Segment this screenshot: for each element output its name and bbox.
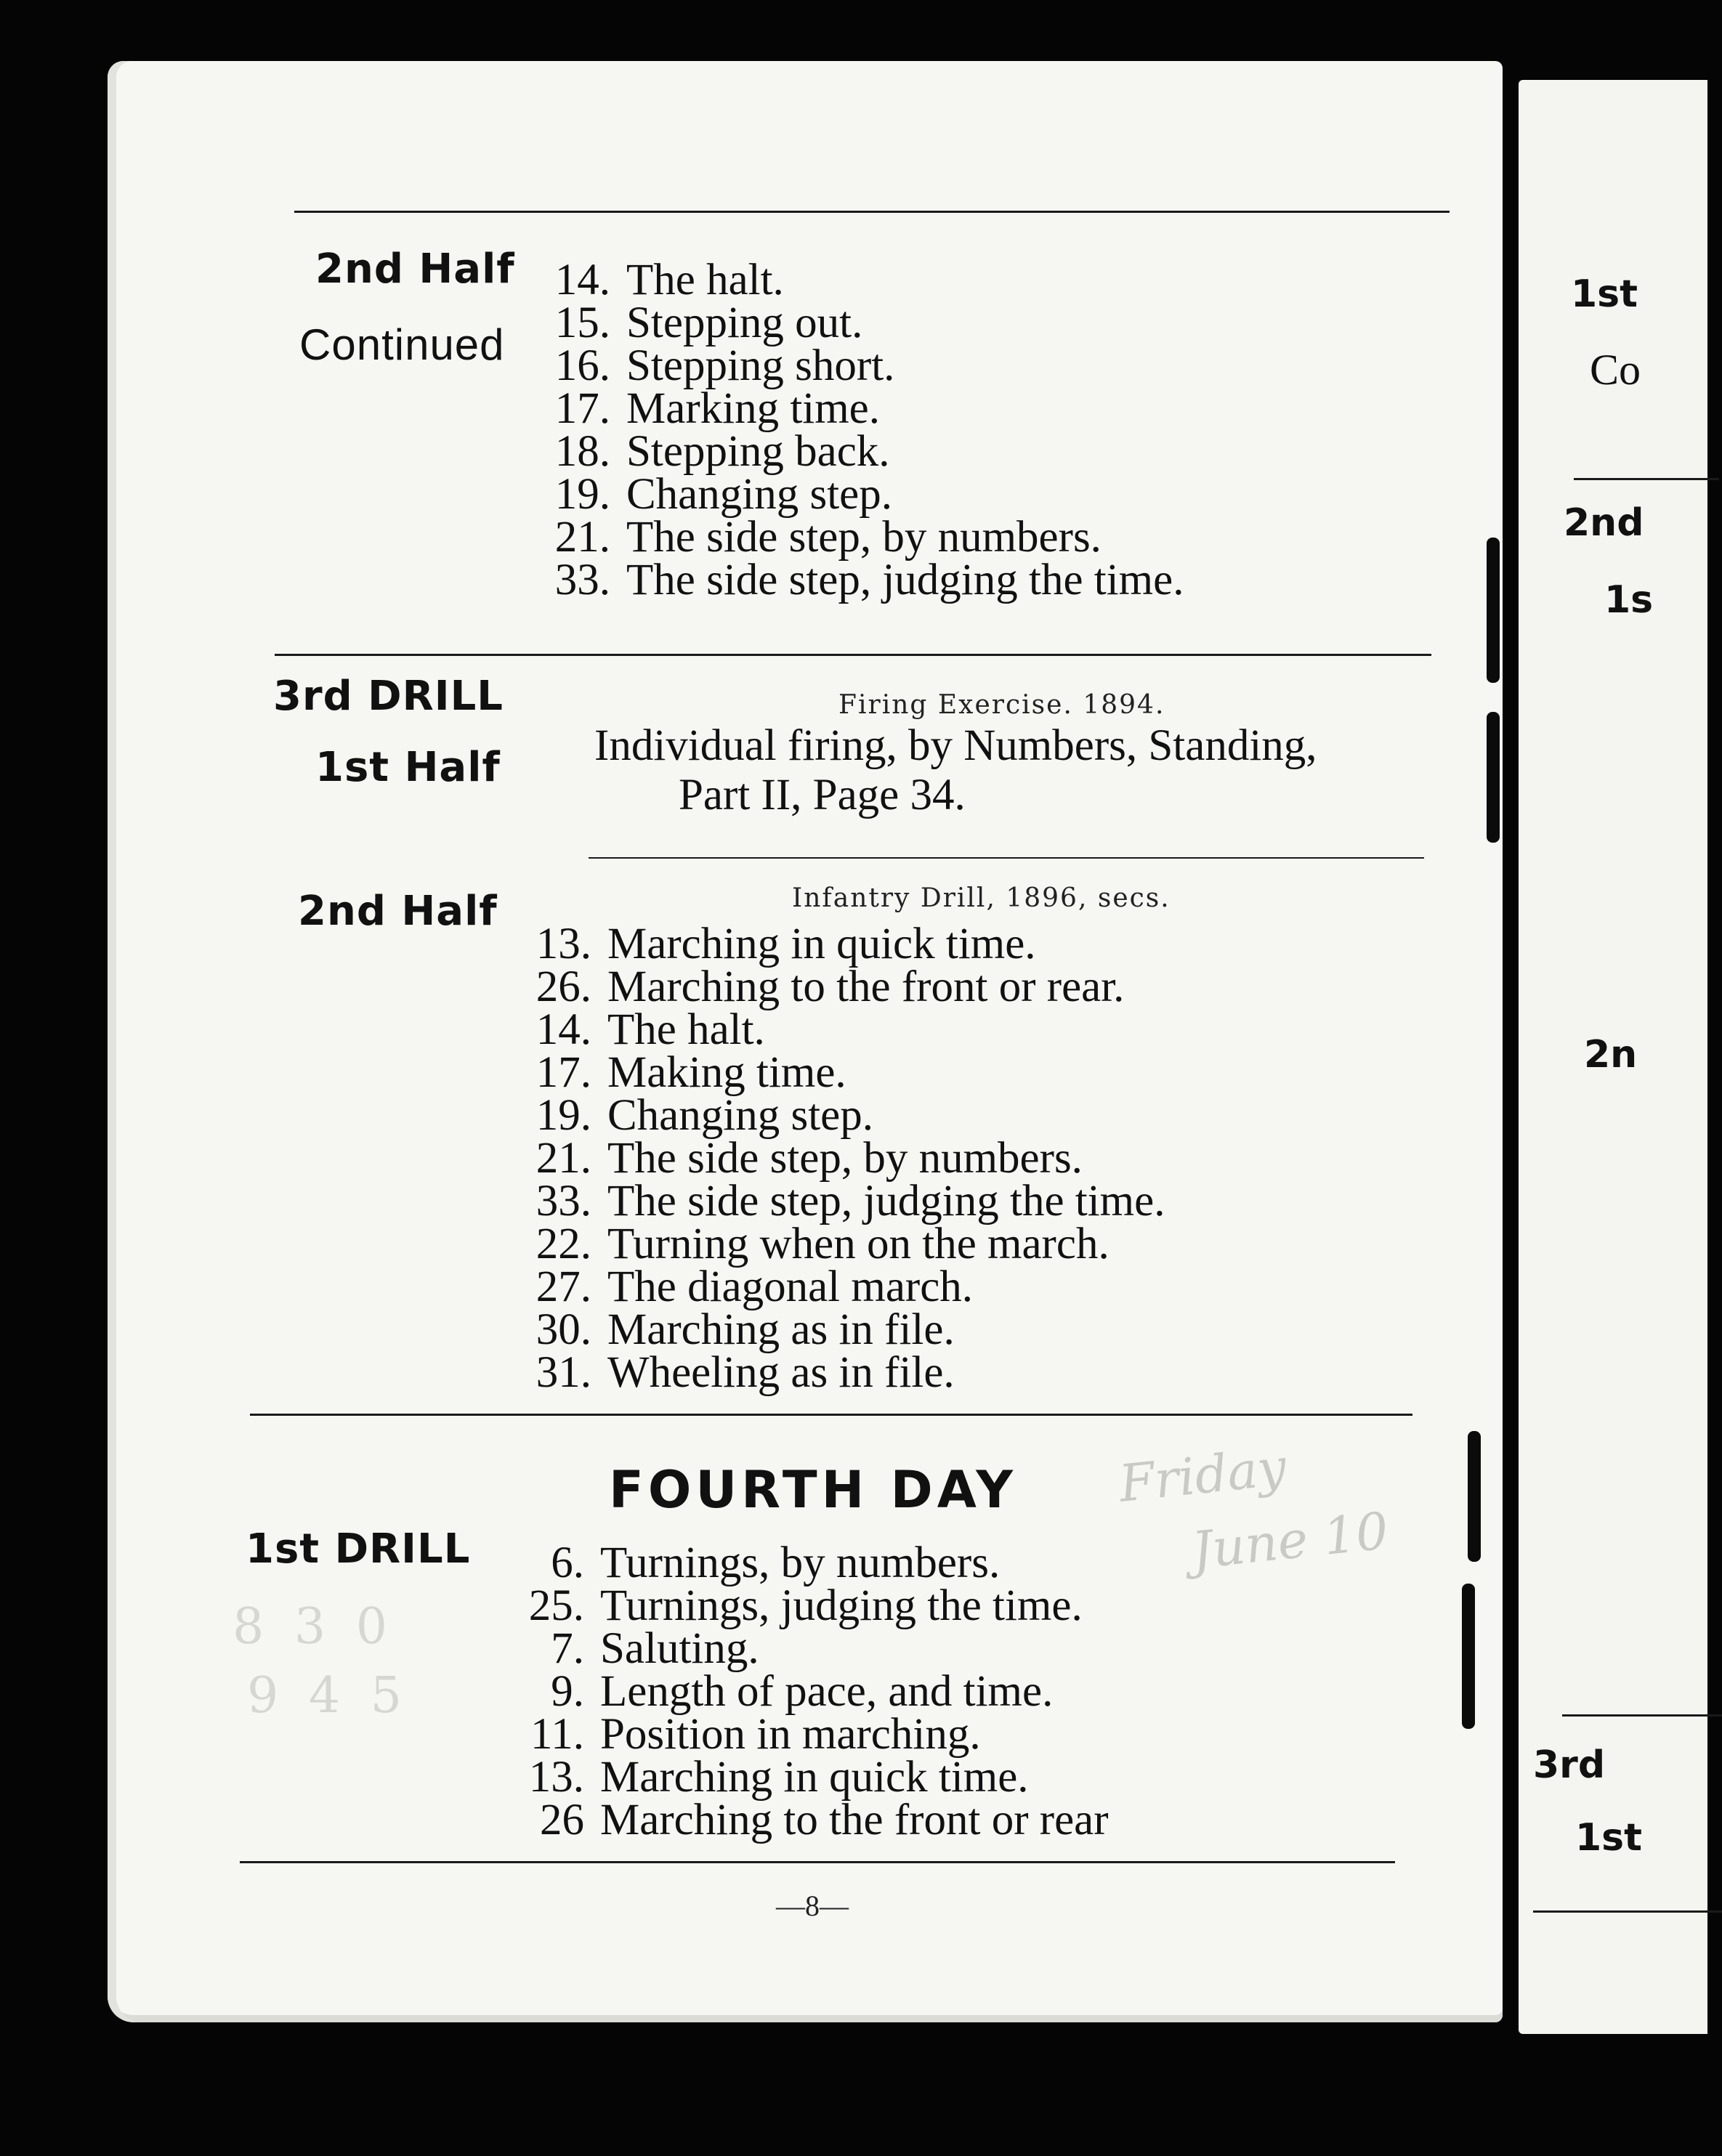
firing-exercise-heading: Firing Exercise. 1894. — [838, 690, 1165, 720]
list-item — [509, 1796, 1109, 1844]
list-item — [535, 256, 1184, 304]
item-number: 9. — [551, 1667, 584, 1716]
binding-thread-mark — [1468, 1431, 1481, 1562]
item-text: The side step, judging the time. — [607, 1177, 1165, 1225]
binding-thread-mark — [1487, 538, 1500, 683]
item-number: 21. — [535, 1134, 591, 1183]
list-item — [516, 1348, 1165, 1397]
item-text: Turnings, judging the time. — [600, 1581, 1083, 1630]
handwritten-date-note: June 10 — [1189, 1501, 1391, 1581]
item-number: 33. — [554, 556, 610, 604]
facing-label-1st: 1st — [1571, 272, 1638, 316]
facing-label-1s: 1s — [1604, 578, 1654, 622]
item-text: Stepping back. — [626, 427, 890, 476]
item-number: 19. — [554, 470, 610, 519]
list-item — [516, 1005, 1165, 1054]
item-number: 7. — [551, 1624, 584, 1673]
item-number: 27. — [535, 1263, 591, 1311]
facing-rule — [1533, 1910, 1722, 1913]
list-item — [535, 556, 1184, 604]
handwritten-day-note: Friday — [1116, 1437, 1290, 1514]
item-text: Marching to the front or rear — [600, 1796, 1109, 1844]
facing-label-2nd: 2nd — [1564, 501, 1644, 545]
list-item — [509, 1624, 1109, 1673]
list-item — [516, 1048, 1165, 1097]
item-text: Wheeling as in file. — [607, 1348, 955, 1397]
item-text: Turnings, by numbers. — [600, 1539, 1001, 1587]
item-text: Stepping out. — [626, 299, 863, 347]
section-rule — [250, 1414, 1412, 1416]
section-rule — [275, 654, 1431, 656]
list-item — [535, 470, 1184, 519]
binding-thread-mark — [1487, 712, 1500, 843]
item-text: Marching in quick time. — [600, 1753, 1029, 1802]
item-number: 22. — [535, 1220, 591, 1268]
item-number: 26 — [540, 1796, 584, 1844]
item-number: 13. — [535, 920, 591, 968]
section-rule — [294, 211, 1450, 213]
facing-label-2n: 2n — [1584, 1033, 1638, 1077]
item-text: Marching to the front or rear. — [607, 962, 1125, 1011]
list-item — [509, 1753, 1109, 1802]
item-number: 19. — [535, 1091, 591, 1140]
facing-label-3rd: 3rd — [1533, 1743, 1606, 1787]
item-text: The halt. — [607, 1005, 765, 1054]
item-text: Position in marching. — [600, 1710, 981, 1759]
item-number: 17. — [535, 1048, 591, 1097]
facing-rule — [1574, 478, 1719, 480]
item-text: Making time. — [607, 1048, 846, 1097]
list-item — [516, 962, 1165, 1011]
list-item — [509, 1581, 1109, 1630]
second-half-label: 2nd Half — [315, 246, 515, 293]
item-text: Turning when on the march. — [607, 1220, 1109, 1268]
facing-label-1st-b: 1st — [1575, 1816, 1642, 1860]
item-text: Changing step. — [607, 1091, 873, 1140]
facing-rule — [1562, 1714, 1722, 1717]
item-number: 11. — [530, 1710, 584, 1759]
item-text: The side step, by numbers. — [607, 1134, 1083, 1183]
list-item — [535, 299, 1184, 347]
drill-list-fourth-day — [509, 1539, 1109, 1844]
item-number: 30. — [535, 1305, 591, 1354]
drill-list-third-drill — [516, 920, 1165, 1397]
item-number: 25. — [528, 1581, 584, 1630]
list-item — [516, 1220, 1165, 1268]
sub-rule — [589, 857, 1424, 859]
section-rule — [240, 1861, 1395, 1863]
item-number: 31. — [535, 1348, 591, 1397]
list-item — [516, 1177, 1165, 1225]
item-text: Marching as in file. — [607, 1305, 955, 1354]
list-item — [535, 427, 1184, 476]
item-text: Saluting. — [600, 1624, 759, 1673]
item-number: 26. — [535, 962, 591, 1011]
facing-page-edge — [1519, 80, 1707, 2034]
second-half-label-b: 2nd Half — [298, 888, 498, 935]
item-number: 16. — [554, 341, 610, 390]
list-item — [516, 1134, 1165, 1183]
list-item — [509, 1667, 1109, 1716]
list-item — [516, 1305, 1165, 1354]
item-text: Stepping short. — [626, 341, 895, 390]
handwritten-time-2: 9 4 5 — [247, 1667, 410, 1725]
list-item — [535, 384, 1184, 433]
first-half-label: 1st Half — [315, 744, 501, 791]
item-text: The side step, by numbers. — [626, 513, 1101, 562]
firing-line-1: Individual firing, by Numbers, Standing, — [594, 721, 1317, 770]
list-item — [509, 1710, 1109, 1759]
page-number: —8— — [776, 1889, 849, 1922]
list-item — [535, 341, 1184, 390]
item-number: 33. — [535, 1177, 591, 1225]
item-number: 14. — [535, 1005, 591, 1054]
infantry-drill-heading: Infantry Drill, 1896, secs. — [792, 883, 1171, 913]
third-drill-label: 3rd DRILL — [273, 673, 504, 720]
drill-list-second-half — [535, 256, 1184, 604]
item-text: The diagonal march. — [607, 1263, 974, 1311]
item-text: Marking time. — [626, 384, 880, 433]
item-number: 15. — [554, 299, 610, 347]
item-text: Changing step. — [626, 470, 892, 519]
item-text: The side step, judging the time. — [626, 556, 1184, 604]
binding-thread-mark — [1462, 1584, 1475, 1729]
handwritten-time-1: 8 3 0 — [233, 1598, 395, 1655]
item-text: Marching in quick time. — [607, 920, 1036, 968]
fourth-day-title: FOURTH DAY — [609, 1460, 1017, 1520]
item-number: 18. — [554, 427, 610, 476]
facing-label-co: Co — [1590, 346, 1641, 394]
item-number: 21. — [554, 513, 610, 562]
item-number: 6. — [551, 1539, 584, 1587]
list-item — [509, 1539, 1109, 1587]
list-item — [516, 1263, 1165, 1311]
list-item — [516, 1091, 1165, 1140]
firing-line-2: Part II, Page 34. — [679, 771, 966, 819]
first-drill-label: 1st DRILL — [246, 1525, 471, 1573]
item-number: 13. — [528, 1753, 584, 1802]
continued-label: Continued — [299, 320, 505, 369]
item-text: The halt. — [626, 256, 784, 304]
list-item — [535, 513, 1184, 562]
item-number: 17. — [554, 384, 610, 433]
item-number: 14. — [554, 256, 610, 304]
list-item — [516, 920, 1165, 968]
item-text: Length of pace, and time. — [600, 1667, 1054, 1716]
